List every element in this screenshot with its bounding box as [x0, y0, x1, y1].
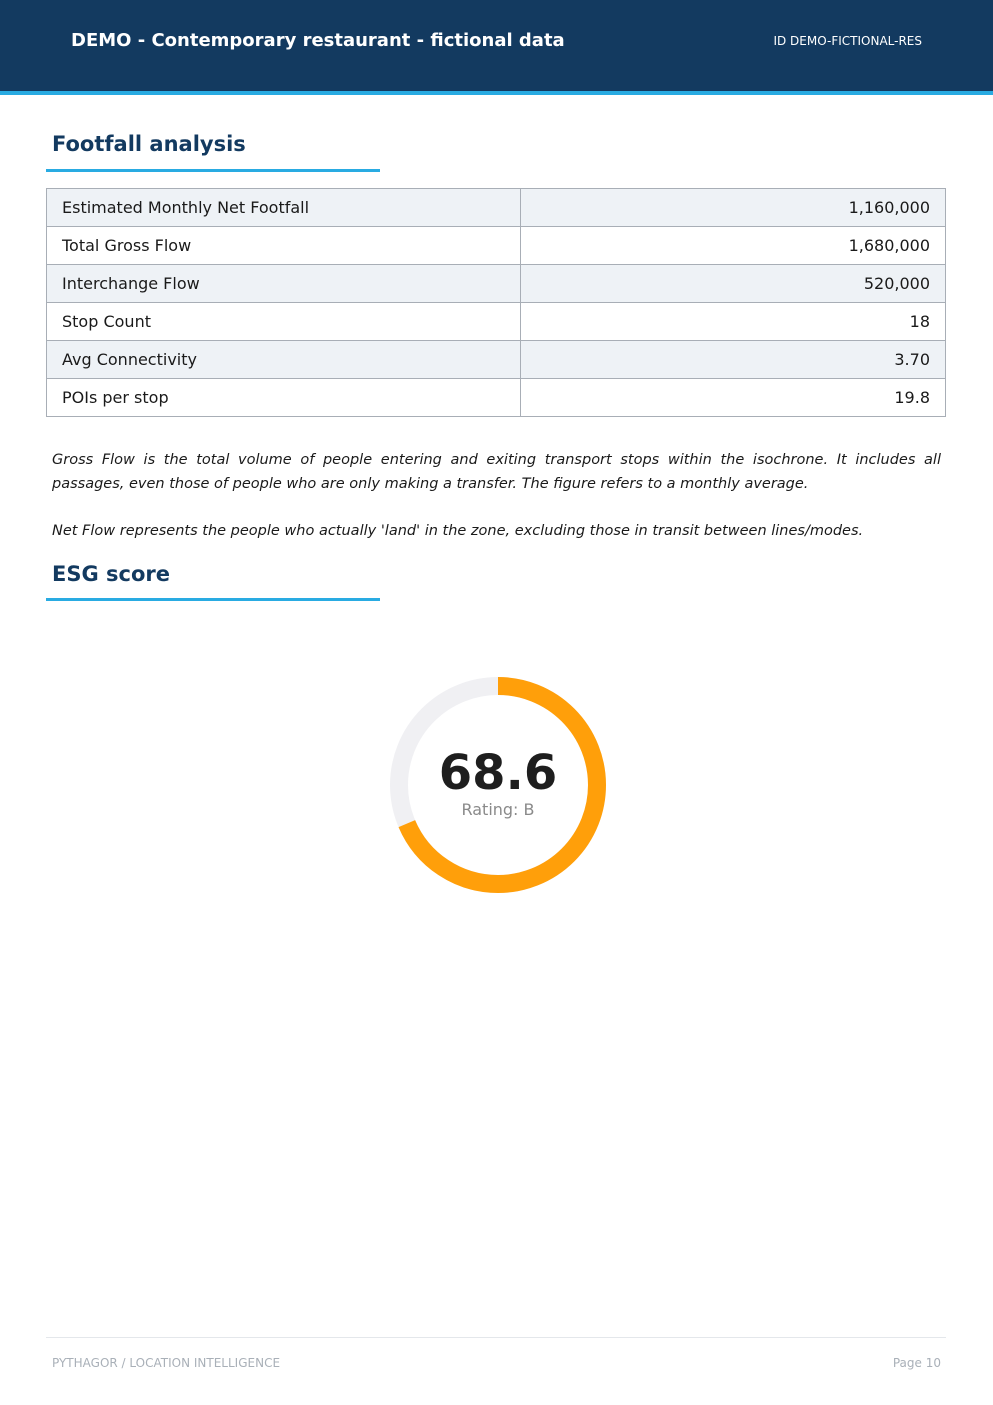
- esg-score-gauge: [386, 673, 610, 897]
- metric-value: 1,160,000: [521, 189, 946, 227]
- net-flow-note: Net Flow represents the people who actually 'land' in the zone, excluding those in transit between lines/modes.: [52, 523, 864, 539]
- esg-rating: Rating: B: [461, 800, 535, 819]
- esg-section-title: ESG score: [52, 562, 170, 586]
- report-id: ID DEMO-FICTIONAL-RES: [773, 34, 922, 48]
- esg-section-rule: [46, 598, 380, 601]
- footfall-section-title: Footfall analysis: [52, 132, 246, 156]
- table-row: [47, 303, 946, 341]
- header-accent-bar: [0, 91, 993, 95]
- table-row: [47, 341, 946, 379]
- footfall-section-rule: [46, 169, 380, 172]
- footer-rule: [46, 1337, 946, 1338]
- table-row: [47, 379, 946, 417]
- footer-brand: PYTHAGOR / LOCATION INTELLIGENCE: [52, 1356, 281, 1370]
- footfall-table: [46, 188, 946, 417]
- table-row: [47, 265, 946, 303]
- report-title: DEMO - Contemporary restaurant - fictional data: [71, 30, 565, 51]
- metric-label: POIs per stop: [47, 379, 521, 417]
- table-row: [47, 227, 946, 265]
- table-row: [47, 189, 946, 227]
- page-number: Page 10: [892, 1356, 941, 1370]
- metric-label: Total Gross Flow: [47, 227, 521, 265]
- metric-value: 3.70: [521, 341, 946, 379]
- metric-value: 1,680,000: [521, 227, 946, 265]
- metric-label: Stop Count: [47, 303, 521, 341]
- esg-score-value: 68.6: [438, 745, 558, 801]
- metric-value: 19.8: [521, 379, 946, 417]
- metric-value: 520,000: [521, 265, 946, 303]
- metric-label: Avg Connectivity: [47, 341, 521, 379]
- metric-value: 18: [521, 303, 946, 341]
- metric-label: Estimated Monthly Net Footfall: [47, 189, 521, 227]
- gross-flow-note: Gross Flow is the total volume of people entering and exiting transport stops within the isochrone. It includes all passages, even those of people who are only making a transfer. The figure refers to a monthly average.: [52, 452, 941, 492]
- metric-label: Interchange Flow: [47, 265, 521, 303]
